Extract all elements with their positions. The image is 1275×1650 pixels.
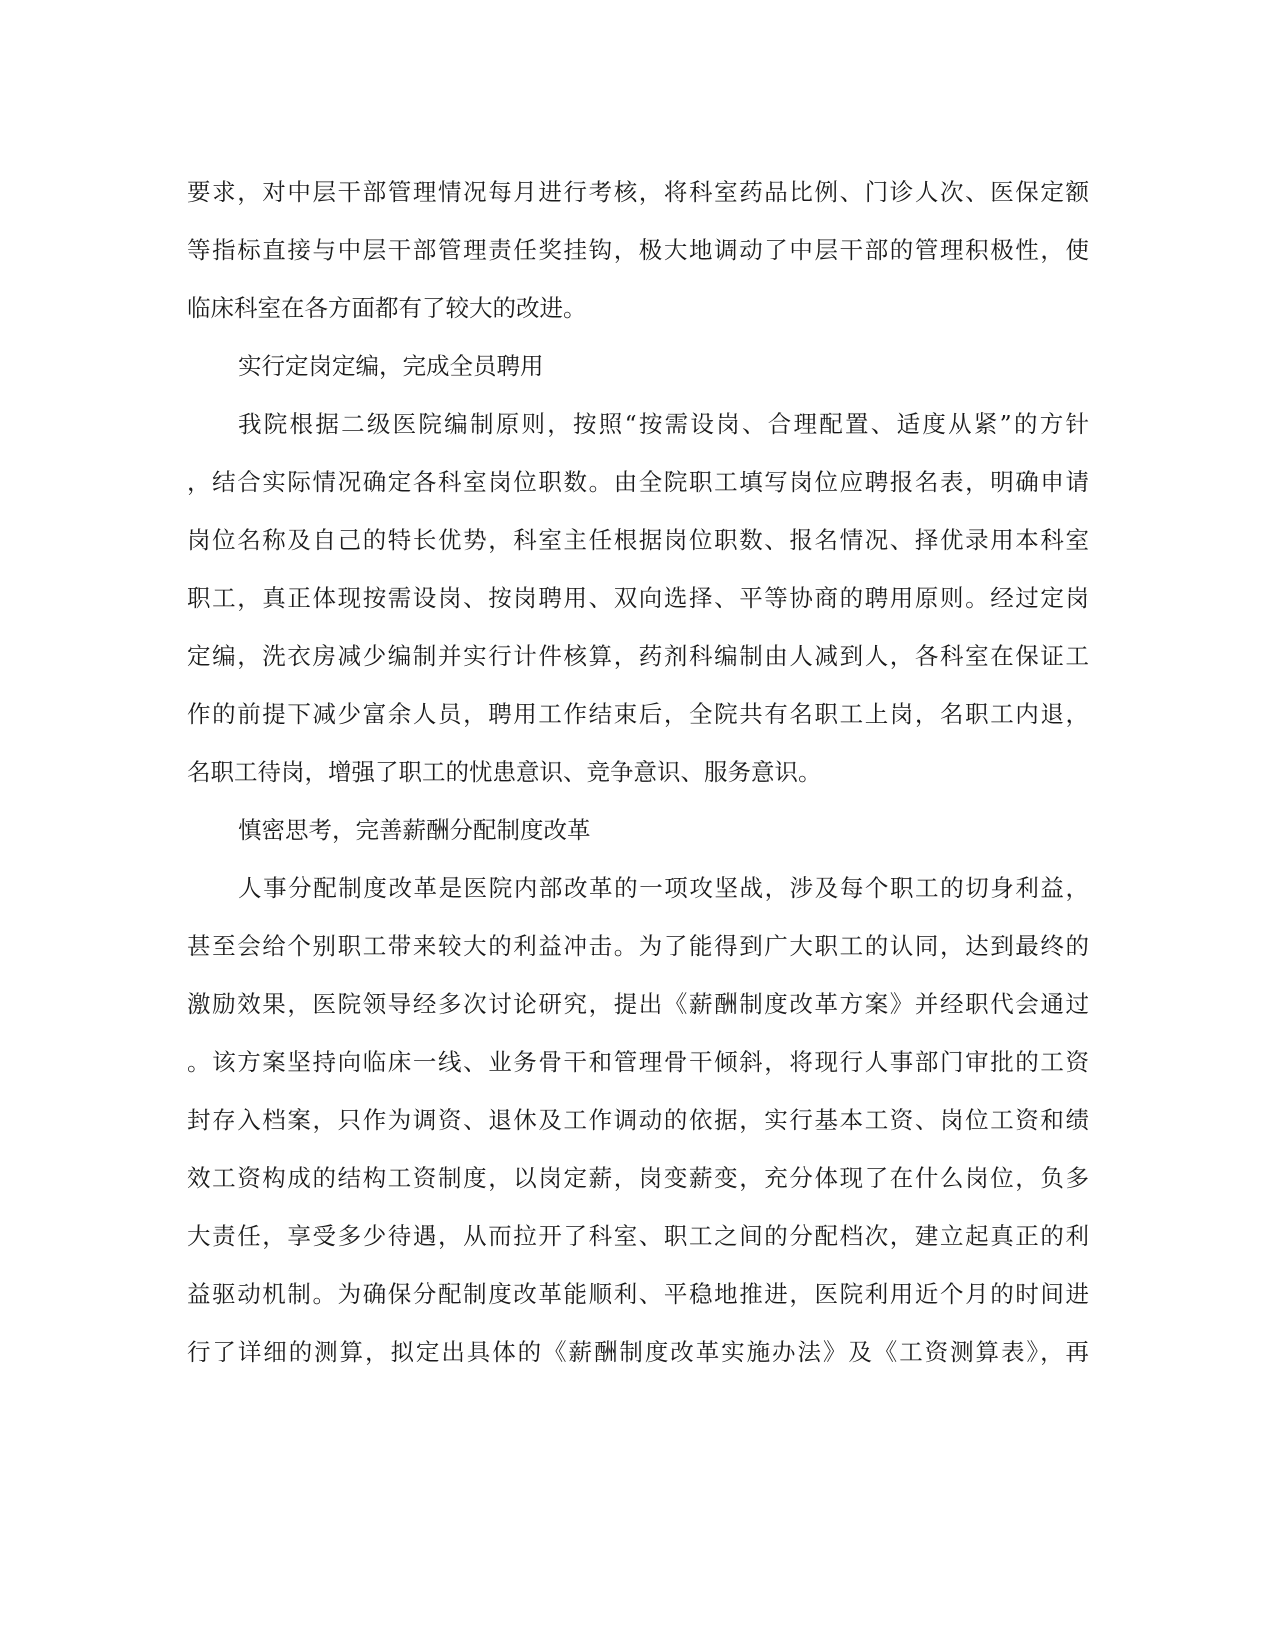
paragraph-line: 行了详细的测算，拟定出具体的《薪酬制度改革实施办法》及《工资测算表》，再: [187, 1338, 1089, 1366]
paragraph-line: 名职工待岗，增强了职工的忧患意识、竞争意识、服务意识。: [187, 758, 822, 786]
paragraph-line: 等指标直接与中层干部管理责任奖挂钩，极大地调动了中层干部的管理积极性，使: [187, 236, 1089, 264]
paragraph-line: 定编，洗衣房减少编制并实行计件核算，药剂科编制由人减到人，各科室在保证工: [187, 642, 1089, 670]
paragraph-line: 临床科室在各方面都有了较大的改进。: [187, 294, 587, 322]
paragraph-line: 作的前提下减少富余人员，聘用工作结束后，全院共有名职工上岗，名职工内退，: [187, 700, 1089, 728]
paragraph-line: 岗位名称及自己的特长优势，科室主任根据岗位职数、报名情况、择优录用本科室: [187, 526, 1089, 554]
paragraph-line: 大责任，享受多少待遇，从而拉开了科室、职工之间的分配档次，建立起真正的利: [187, 1222, 1089, 1250]
section-heading: 实行定岗定编，完成全员聘用: [238, 352, 544, 380]
paragraph-line: 甚至会给个别职工带来较大的利益冲击。为了能得到广大职工的认同，达到最终的: [187, 932, 1089, 960]
paragraph-line: 我院根据二级医院编制原则，按照“按需设岗、合理配置、适度从紧”的方针: [238, 410, 1089, 438]
section-heading: 慎密思考，完善薪酬分配制度改革: [238, 816, 591, 844]
paragraph-line: 益驱动机制。为确保分配制度改革能顺利、平稳地推进，医院利用近个月的时间进: [187, 1280, 1089, 1308]
paragraph-line: 激励效果，医院领导经多次讨论研究，提出《薪酬制度改革方案》并经职代会通过: [187, 990, 1089, 1018]
body-text: [187, 163, 1089, 1381]
paragraph-line: 。该方案坚持向临床一线、业务骨干和管理骨干倾斜，将现行人事部门审批的工资: [187, 1048, 1089, 1076]
paragraph-line: 封存入档案，只作为调资、退休及工作调动的依据，实行基本工资、岗位工资和绩: [187, 1106, 1089, 1134]
paragraph-line: 职工，真正体现按需设岗、按岗聘用、双向选择、平等协商的聘用原则。经过定岗: [187, 584, 1089, 612]
paragraph-line: ，结合实际情况确定各科室岗位职数。由全院职工填写岗位应聘报名表，明确申请: [187, 468, 1089, 496]
paragraph-line: 效工资构成的结构工资制度，以岗定薪，岗变薪变，充分体现了在什么岗位，负多: [187, 1164, 1089, 1192]
paragraph-line: 要求，对中层干部管理情况每月进行考核，将科室药品比例、门诊人次、医保定额: [187, 178, 1089, 206]
paragraph-line: 人事分配制度改革是医院内部改革的一项攻坚战，涉及每个职工的切身利益，: [238, 874, 1089, 902]
